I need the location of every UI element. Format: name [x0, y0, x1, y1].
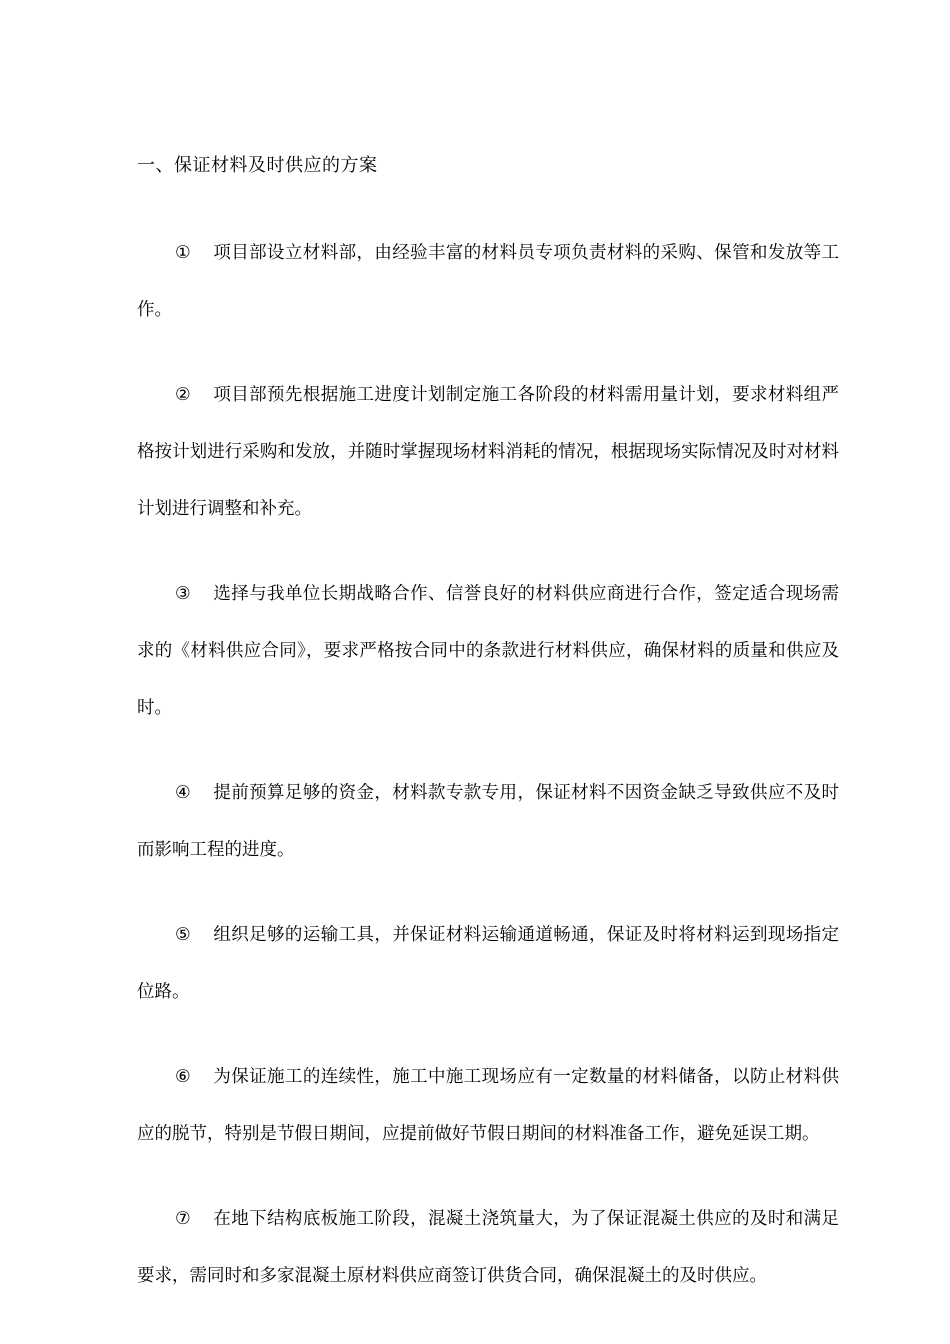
item-text: 在地下结构底板施工阶段，混凝土浇筑量大，为了保证混凝土供应的及时和满足要求，需同时和多家混凝土原材料供应商签订供货合同，确保混凝土的及时供应。 [137, 1209, 839, 1286]
item-marker: ② [175, 385, 191, 405]
list-item [137, 566, 839, 737]
list-item [137, 1191, 839, 1305]
list-item [137, 225, 839, 339]
item-marker: ⑤ [175, 925, 191, 945]
item-text: 为保证施工的连续性，施工中施工现场应有一定数量的材料储备，以防止材料供应的脱节，特别是节假日期间，应提前做好节假日期间的材料准备工作，避免延误工期。 [137, 1067, 839, 1144]
item-marker: ① [175, 243, 191, 263]
list-item [137, 1049, 839, 1163]
item-text: 选择与我单位长期战略合作、信誉良好的材料供应商进行合作，签定适合现场需求的《材料供应合同》，要求严格按合同中的条款进行材料供应，确保材料的质量和供应及时。 [137, 584, 839, 718]
list-item [137, 765, 839, 879]
item-marker: ③ [175, 584, 191, 604]
item-marker: ⑥ [175, 1067, 191, 1087]
list-item [137, 907, 839, 1021]
item-text: 提前预算足够的资金，材料款专款专用，保证材料不因资金缺乏导致供应不及时而影响工程的进度。 [137, 783, 839, 860]
item-text: 项目部预先根据施工进度计划制定施工各阶段的材料需用量计划，要求材料组严格按计划进行采购和发放，并随时掌握现场材料消耗的情况，根据现场实际情况及时对材料计划进行调整和补充。 [137, 385, 839, 519]
item-marker: ④ [175, 783, 191, 803]
section-heading: 一、保证材料及时供应的方案 [137, 155, 378, 176]
item-text: 项目部设立材料部，由经验丰富的材料员专项负责材料的采购、保管和发放等工作。 [137, 243, 839, 320]
document-body [137, 225, 839, 1333]
list-item [137, 367, 839, 538]
item-marker: ⑦ [175, 1209, 191, 1229]
item-text: 组织足够的运输工具，并保证材料运输通道畅通，保证及时将材料运到现场指定位路。 [137, 925, 839, 1002]
